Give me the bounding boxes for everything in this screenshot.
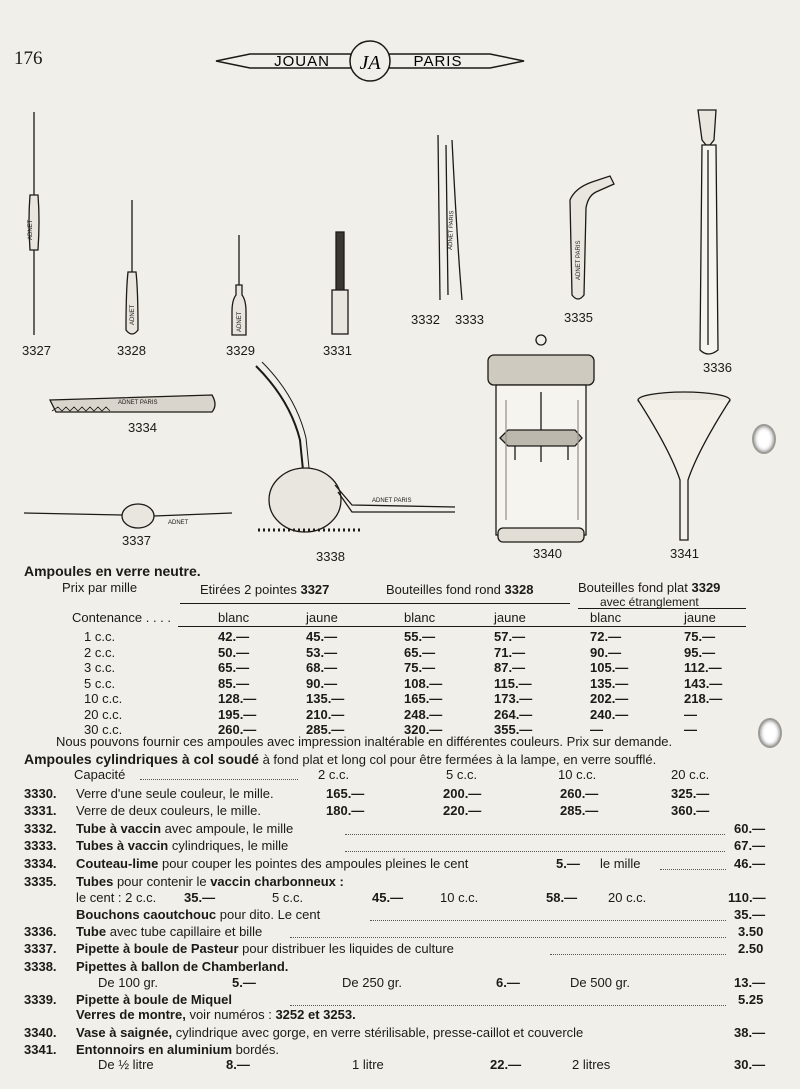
price-cell: 90.—	[590, 644, 622, 660]
price-3335-2cc: 35.—	[184, 890, 216, 905]
subheader-jaune-3: jaune	[684, 610, 716, 625]
price-3331-5cc: 220.—	[443, 803, 482, 818]
price-cell: 105.—	[590, 660, 629, 675]
label-3338-250gr: De 250 gr.	[342, 975, 402, 990]
item-text-3335: Tubes pour contenir le vaccin charbonneux :	[76, 874, 344, 889]
price-3335-10cc: 58.—	[546, 890, 578, 905]
label-3338-100gr: De 100 gr.	[98, 975, 158, 990]
price-3330-10cc: 260.—	[560, 786, 599, 801]
price-cell: 195.—	[218, 706, 257, 722]
price-cell: 50.—	[218, 644, 250, 660]
label-3338-500gr: De 500 gr.	[570, 975, 630, 990]
price-cell: 115.—	[494, 675, 532, 691]
flask-3338-drawing	[256, 362, 455, 532]
price-3341-half-litre: 8.—	[226, 1057, 250, 1072]
price-cell: 210.—	[306, 706, 345, 722]
capacity-cell: 20 c.c.	[84, 706, 123, 722]
engraving-3335: ADNET PARIS	[576, 240, 582, 280]
price-cell: 57.—	[494, 629, 526, 644]
price-cell: 87.—	[494, 660, 526, 675]
leader-dots	[140, 778, 298, 780]
capacity-cell: 5 c.c.	[84, 675, 116, 691]
price-cell: —	[684, 706, 697, 722]
capacity-header: Contenance . . . .	[72, 610, 172, 625]
price-3337: 2.50	[738, 941, 764, 956]
capacity-cell: 30 c.c.	[84, 722, 123, 737]
item-text-3340: Vase à saignée, cylindrique avec gorge, en verre stérilisable, presse-caillot et couvercle	[76, 1025, 584, 1040]
item-text-3334: Couteau-lime pour couper les pointes des ampoules pleines le cent	[76, 856, 469, 871]
ampoule-3329-drawing	[232, 235, 246, 335]
price-cell: 264.—	[494, 706, 533, 722]
price-3340: 38.—	[734, 1025, 766, 1040]
item-text-3339: Pipette à boule de Miquel	[76, 992, 233, 1007]
price-cell: 55.—	[404, 629, 436, 644]
item-text-3336: Tube avec tube capillaire et bille	[76, 924, 263, 939]
capacity-cell: 1 c.c.	[84, 629, 116, 644]
price-cell: 53.—	[306, 644, 338, 660]
figure-label-3334: 3334	[128, 420, 157, 435]
price-cell: 143.—	[684, 675, 723, 691]
item-text-3332: Tube à vaccin avec ampoule, le mille	[76, 821, 294, 836]
page-number: 176	[14, 48, 43, 69]
item-ref-3334: 3334.	[24, 856, 57, 871]
binder-hole-bottom	[758, 718, 782, 748]
price-cell: —	[590, 722, 603, 737]
group-header-fond-rond: Bouteilles fond rond 3328	[386, 582, 534, 597]
binder-hole-top	[752, 424, 776, 454]
price-cell: 65.—	[404, 644, 436, 660]
price-cell: 260.—	[218, 722, 257, 737]
item-text-3337: Pipette à boule de Pasteur pour distribuer les liquides de culture	[76, 941, 454, 956]
price-cell: 90.—	[306, 675, 338, 691]
price-cell: 75.—	[684, 629, 716, 644]
tube-3336-drawing	[698, 110, 718, 354]
figure-label-3336: 3336	[703, 360, 732, 375]
figure-label-3338: 3338	[316, 549, 345, 564]
price-3338-250gr: 6.—	[496, 975, 520, 990]
price-3341-1-litre: 22.—	[490, 1057, 522, 1072]
jar-3340-drawing	[488, 335, 594, 542]
engraving-3334: ADNET PARIS	[118, 400, 158, 406]
item-text-3331: Verre de deux couleurs, le mille.	[76, 803, 261, 818]
subheader-jaune-2: jaune	[494, 610, 526, 625]
ampoule-3327-drawing	[28, 112, 39, 335]
subheader-blanc-3: blanc	[590, 610, 622, 625]
capacity-cell: 2 c.c.	[84, 644, 116, 660]
brand-left-text: JOUAN	[274, 53, 330, 70]
engraving-3332: ADNET PARIS	[448, 210, 456, 251]
figure-label-3327: 3327	[22, 343, 51, 358]
figure-label-3331: 3331	[323, 343, 352, 358]
item-ref-3336: 3336.	[24, 924, 57, 939]
price-3339: 5.25	[738, 992, 764, 1007]
price-cell: 165.—	[404, 691, 443, 706]
leader-dots	[370, 919, 726, 921]
item-ref-3330: 3330.	[24, 786, 57, 801]
price-3333: 67.—	[734, 838, 766, 853]
price-cell: 45.—	[306, 629, 338, 644]
price-3334: 46.—	[734, 856, 766, 871]
price-cell: 135.—	[306, 691, 345, 706]
label-3341-2-litres: 2 litres	[572, 1057, 611, 1072]
engraving-3328: ADNET	[130, 304, 136, 325]
funnel-3341-drawing	[638, 392, 730, 540]
header-rule	[180, 603, 570, 604]
price-cell: 95.—	[684, 644, 716, 660]
ampoule-3331-drawing	[332, 232, 348, 334]
price-cell: 112.—	[684, 660, 722, 675]
subheader-blanc-1: blanc	[218, 610, 250, 625]
ampoule-3328-drawing	[126, 200, 138, 334]
brand-monogram: JA	[359, 52, 381, 74]
price-3332: 60.—	[734, 821, 766, 836]
item-text-verres-montre: Verres de montre, voir numéros : 3252 et 3253.	[76, 1007, 356, 1022]
item-ref-3335: 3335.	[24, 874, 57, 889]
price-3336: 3.50	[738, 924, 764, 939]
capacity-cell: 10 c.c.	[84, 691, 123, 706]
price-bouchons: 35.—	[734, 907, 766, 922]
item-text-3341: Entonnoirs en aluminium bordés.	[76, 1042, 280, 1057]
header-rule-right	[578, 608, 746, 609]
price-3338-100gr: 5.—	[232, 975, 256, 990]
price-cell: 135.—	[590, 675, 629, 691]
price-cell: 42.—	[218, 629, 250, 644]
price-cell: 71.—	[494, 644, 526, 660]
price-3335-5cc: 45.—	[372, 890, 404, 905]
price-cell: 68.—	[306, 660, 338, 675]
label-3334-mille: le mille	[600, 856, 641, 871]
item-ref-3331: 3331.	[24, 803, 57, 818]
price-cell: 320.—	[404, 722, 443, 737]
figure-label-3329: 3329	[226, 343, 255, 358]
leader-dots	[550, 953, 726, 955]
price-3330-20cc: 325.—	[671, 786, 710, 801]
label-3335-2cc: le cent : 2 c.c.	[76, 890, 157, 905]
subheader-jaune-1: jaune	[306, 610, 338, 625]
price-3331-20cc: 360.—	[671, 803, 710, 818]
price-cell: 173.—	[494, 691, 533, 706]
price-3330-2cc: 165.—	[326, 786, 365, 801]
tube-3332-drawing	[438, 135, 462, 300]
item-ref-3337: 3337.	[24, 941, 57, 956]
tube-3335-drawing	[570, 176, 614, 299]
subheader-rule	[178, 626, 746, 627]
section-title-ampoules-neutre: Ampoules en verre neutre.	[24, 563, 201, 579]
price-3341-2-litres: 30.—	[734, 1057, 766, 1072]
price-cell: 108.—	[404, 675, 443, 691]
capacity-2cc: 2 c.c.	[318, 767, 350, 782]
engraving-3337: ADNET	[168, 520, 189, 526]
subheader-blanc-2: blanc	[404, 610, 436, 625]
item-ref-3340: 3340.	[24, 1025, 57, 1040]
group-subheader-etranglement: avec étranglement	[600, 595, 699, 609]
price-cell: 72.—	[590, 629, 622, 644]
group-header-fond-plat: Bouteilles fond plat 3329	[578, 580, 721, 595]
price-cell: 202.—	[590, 691, 629, 706]
price-cell: 218.—	[684, 691, 723, 706]
figure-label-3332: 3332	[411, 312, 440, 327]
group-header-etirees: Etirées 2 pointes 3327	[200, 582, 330, 597]
figure-label-3340: 3340	[533, 546, 562, 561]
leader-dots	[290, 1004, 726, 1006]
item-text-3330: Verre d'une seule couleur, le mille.	[76, 786, 274, 801]
item-ref-3339: 3339.	[24, 992, 57, 1007]
price-cell: —	[684, 722, 697, 737]
price-3335-20cc: 110.—	[728, 890, 766, 905]
figure-label-3337: 3337	[122, 533, 151, 548]
price-cell: 240.—	[590, 706, 629, 722]
engraving-3327: ADNET	[28, 219, 34, 240]
figure-label-3335: 3335	[564, 310, 593, 325]
brand-right-text: PARIS	[413, 53, 463, 70]
figure-label-3341: 3341	[670, 546, 699, 561]
price-cell: 128.—	[218, 691, 257, 706]
product-illustrations	[0, 100, 800, 570]
label-3341-half-litre: De ½ litre	[98, 1057, 154, 1072]
file-3334-drawing	[50, 395, 215, 412]
capacity-5cc: 5 c.c.	[446, 767, 478, 782]
price-per-thousand-label: Prix par mille	[62, 580, 138, 595]
brand-header	[210, 36, 530, 86]
label-3335-10cc: 10 c.c.	[440, 890, 479, 905]
price-cell: 65.—	[218, 660, 250, 675]
item-text-bouchons: Bouchons caoutchouc pour dito. Le cent	[76, 907, 321, 922]
impression-note: Nous pouvons fournir ces ampoules avec impression inaltérable en différentes couleurs. Prix sur demande.	[56, 734, 673, 749]
pipette-3337-drawing	[24, 504, 232, 528]
price-3330-5cc: 200.—	[443, 786, 482, 801]
capacity-label: Capacité	[74, 767, 126, 782]
item-ref-3332: 3332.	[24, 821, 57, 836]
price-cell: 355.—	[494, 722, 533, 737]
item-ref-3341: 3341.	[24, 1042, 57, 1057]
item-text-3333: Tubes à vaccin cylindriques, le mille	[76, 838, 289, 853]
item-text-3338: Pipettes à ballon de Chamberland.	[76, 959, 289, 974]
capacity-cell: 3 c.c.	[84, 660, 116, 675]
label-3341-1-litre: 1 litre	[352, 1057, 384, 1072]
capacity-10cc: 10 c.c.	[558, 767, 597, 782]
figure-label-3328: 3328	[117, 343, 146, 358]
price-3338-500gr: 13.—	[734, 975, 766, 990]
item-ref-3338: 3338.	[24, 959, 57, 974]
leader-dots	[290, 936, 726, 938]
price-3331-2cc: 180.—	[326, 803, 365, 818]
engraving-3329: ADNET	[237, 311, 243, 332]
price-3334-cent: 5.—	[556, 856, 580, 871]
leader-dots	[345, 833, 725, 835]
price-cell: 248.—	[404, 706, 443, 722]
leader-dots	[660, 868, 726, 870]
engraving-3338: ADNET PARIS	[372, 498, 412, 504]
section-title-col-soude: Ampoules cylindriques à col soudé à fond plat et long col pour être fermées à la lampe, en verre soufflé.	[24, 751, 657, 767]
label-3335-5cc: 5 c.c.	[272, 890, 304, 905]
label-3335-20cc: 20 c.c.	[608, 890, 647, 905]
leader-dots	[345, 850, 725, 852]
capacity-20cc: 20 c.c.	[671, 767, 710, 782]
price-3331-10cc: 285.—	[560, 803, 599, 818]
item-ref-3333: 3333.	[24, 838, 57, 853]
price-cell: 85.—	[218, 675, 250, 691]
figure-label-3333: 3333	[455, 312, 484, 327]
price-cell: 285.—	[306, 722, 345, 737]
price-cell: 75.—	[404, 660, 436, 675]
